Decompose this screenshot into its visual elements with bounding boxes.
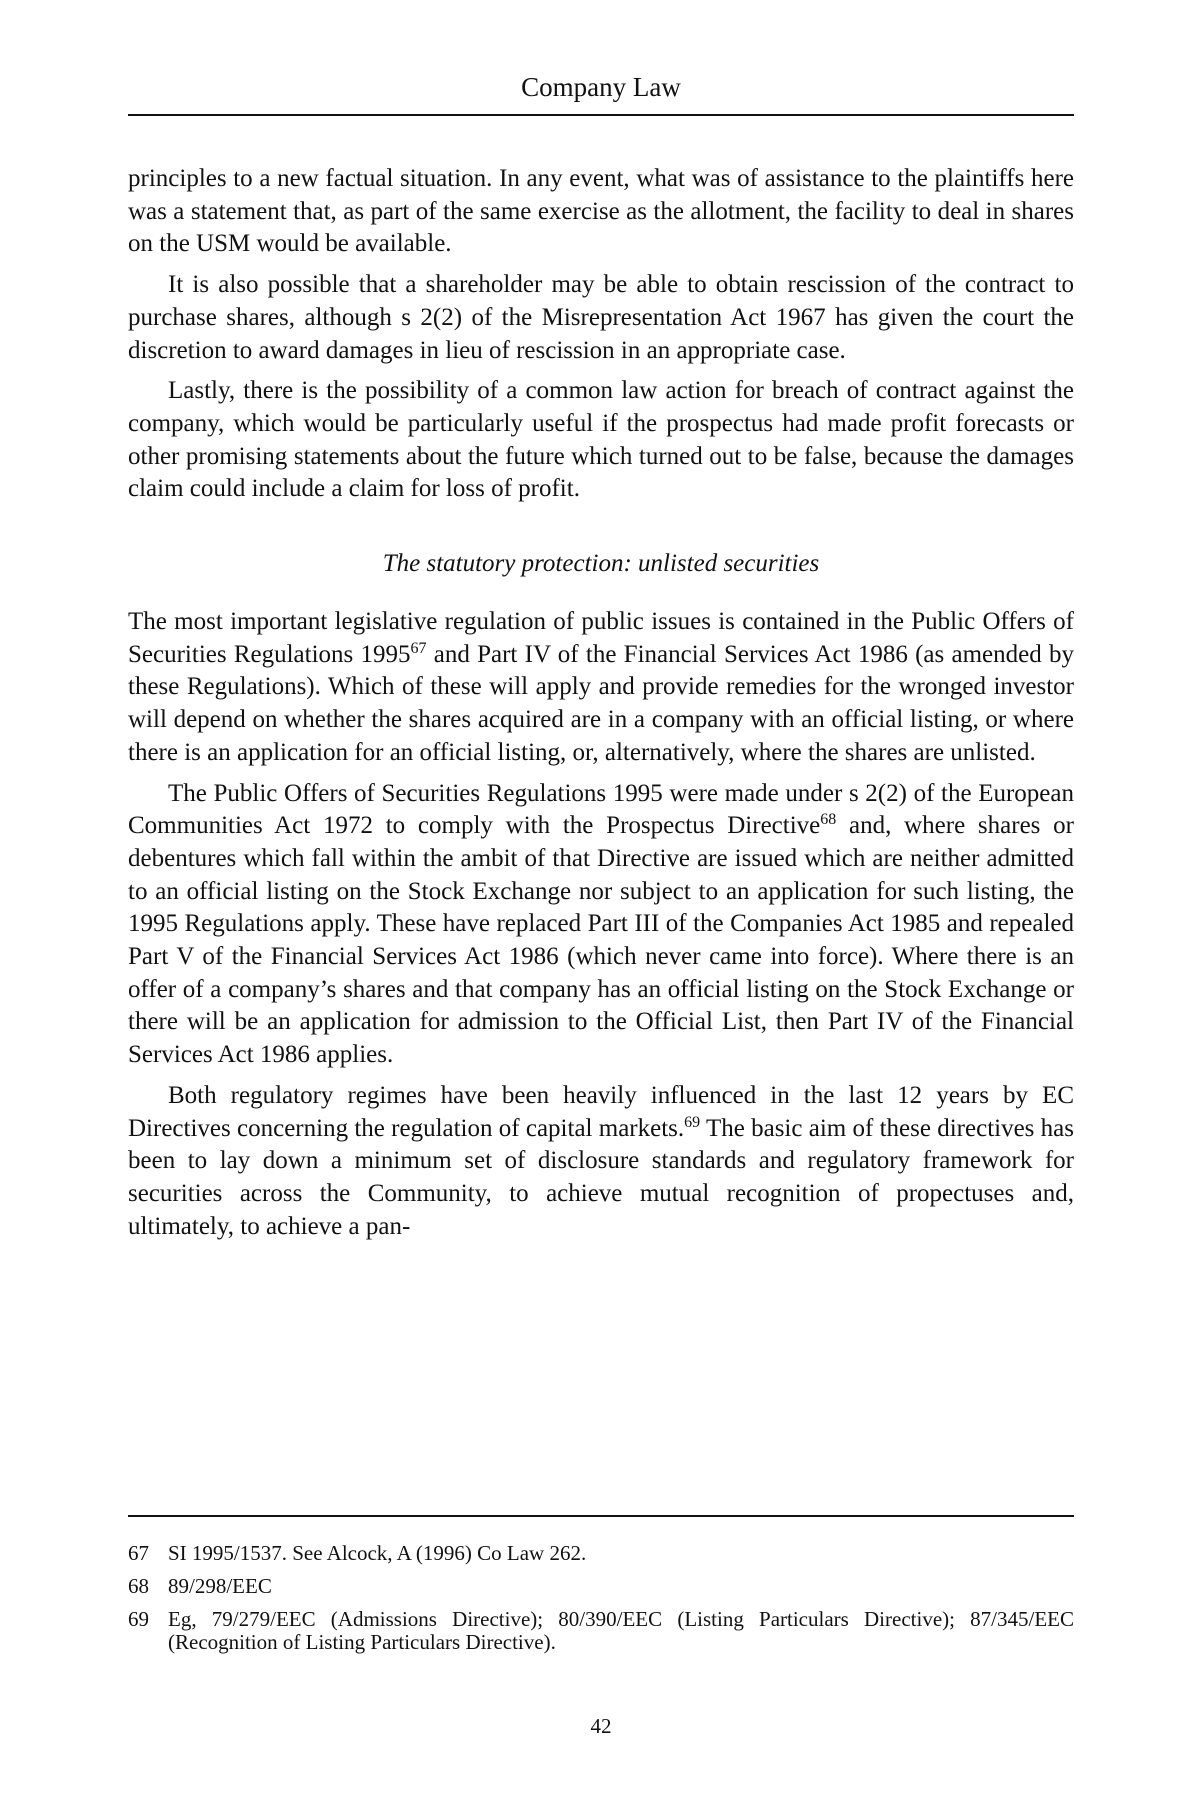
footnote-text: 89/298/EEC xyxy=(168,1574,272,1598)
footnote-67 xyxy=(128,1542,1074,1565)
header-rule xyxy=(128,114,1074,116)
footnote-text: SI 1995/1537. See Alcock, A (1996) Co Law 262. xyxy=(168,1541,587,1565)
paragraph-5 xyxy=(128,778,1074,1072)
paragraph-3: Lastly, there is the possibility of a common law action for breach of contract against the company, which would be particularly useful if the prospectus had made profit forecasts or other promising statements about the future which turned out to be false, because the damages claim could include a claim for loss of profit. xyxy=(128,377,1074,503)
paragraph-6-text-b: The basic aim of these directives has been to lay down a minimum set of disclosure standards and regulatory framework for securities across the Community, to achieve mutual recognition of propectuses and, ultimately, to achieve a pan- xyxy=(128,1114,1075,1240)
footnote-ref-68: 68 xyxy=(820,811,837,829)
footnotes xyxy=(128,1542,1074,1664)
footnote-number: 68 xyxy=(128,1574,149,1598)
paragraph-4 xyxy=(128,606,1074,770)
paragraph-4-text-b: and Part IV of the Financial Services Act 1986 (as amended by these Regulations). Which of these will apply and provide remedies for the wronged investor will depend on whether the shares acquired are in a company with an official listing, or where there is an application for an official listing, or, alternatively, where the shares are unlisted. xyxy=(128,640,1074,766)
paragraph-6 xyxy=(128,1080,1074,1244)
page-number: 42 xyxy=(590,1714,612,1738)
footnote-rule xyxy=(128,1515,1074,1517)
footnote-number: 67 xyxy=(128,1541,149,1565)
paragraph-5-text-a: The Public Offers of Securities Regulations 1995 were made under s 2(2) of the European Communities Act 1972 to comply with the Prospectus Directive xyxy=(128,779,1074,840)
footnote-ref-69: 69 xyxy=(684,1113,701,1131)
footnote-68 xyxy=(128,1575,1074,1598)
main-text xyxy=(128,163,1074,1251)
paragraph-2: It is also possible that a shareholder may be able to obtain rescission of the contract to purchase shares, although s 2(2) of the Misrepresentation Act 1967 has given the court the discretion to award damages in lieu of rescission in an appropriate case. xyxy=(128,271,1074,364)
footnote-text: Eg, 79/279/EEC (Admissions Directive); 80/390/EEC (Listing Particulars Directive); 87/345/EEC (Recognition of Listing Particulars Directive). xyxy=(168,1607,1074,1654)
footnote-number: 69 xyxy=(128,1607,149,1631)
paragraph-1: principles to a new factual situation. In any event, what was of assistance to the plaintiffs here was a statement that, as part of the same exercise as the allotment, the facility to deal in shares on the USM would be available. xyxy=(128,165,1074,258)
footnote-69 xyxy=(128,1608,1074,1654)
running-head: Company Law xyxy=(521,72,681,102)
paragraph-6-text-a: Both regulatory regimes have been heavily influenced in the last 12 years by EC Directives concerning the regulation of capital markets. xyxy=(128,1081,1074,1142)
footnote-ref-67: 67 xyxy=(410,639,427,657)
paragraph-4-text-a: The most important legislative regulation of public issues is contained in the Public Offers of Securities Regulations 1995 xyxy=(128,608,1074,668)
section-heading: The statutory protection: unlisted securities xyxy=(382,550,820,578)
paragraph-5-text-b: and, where shares or debentures which fall within the ambit of that Directive are issued which are neither admitted to an official listing on the Stock Exchange nor subject to an application for such listing, the 1995 Regulations apply. These have replaced Part III of the Companies Act 1985 and repealed Part V of the Financial Services Act 1986 (which never came into force). Where there is an offer of a company’s shares and that company has an official listing on the Stock Exchange or there will be an application for admission to the Official List, then Part IV of the Financial Services Act 1986 applies. xyxy=(128,812,1074,1069)
